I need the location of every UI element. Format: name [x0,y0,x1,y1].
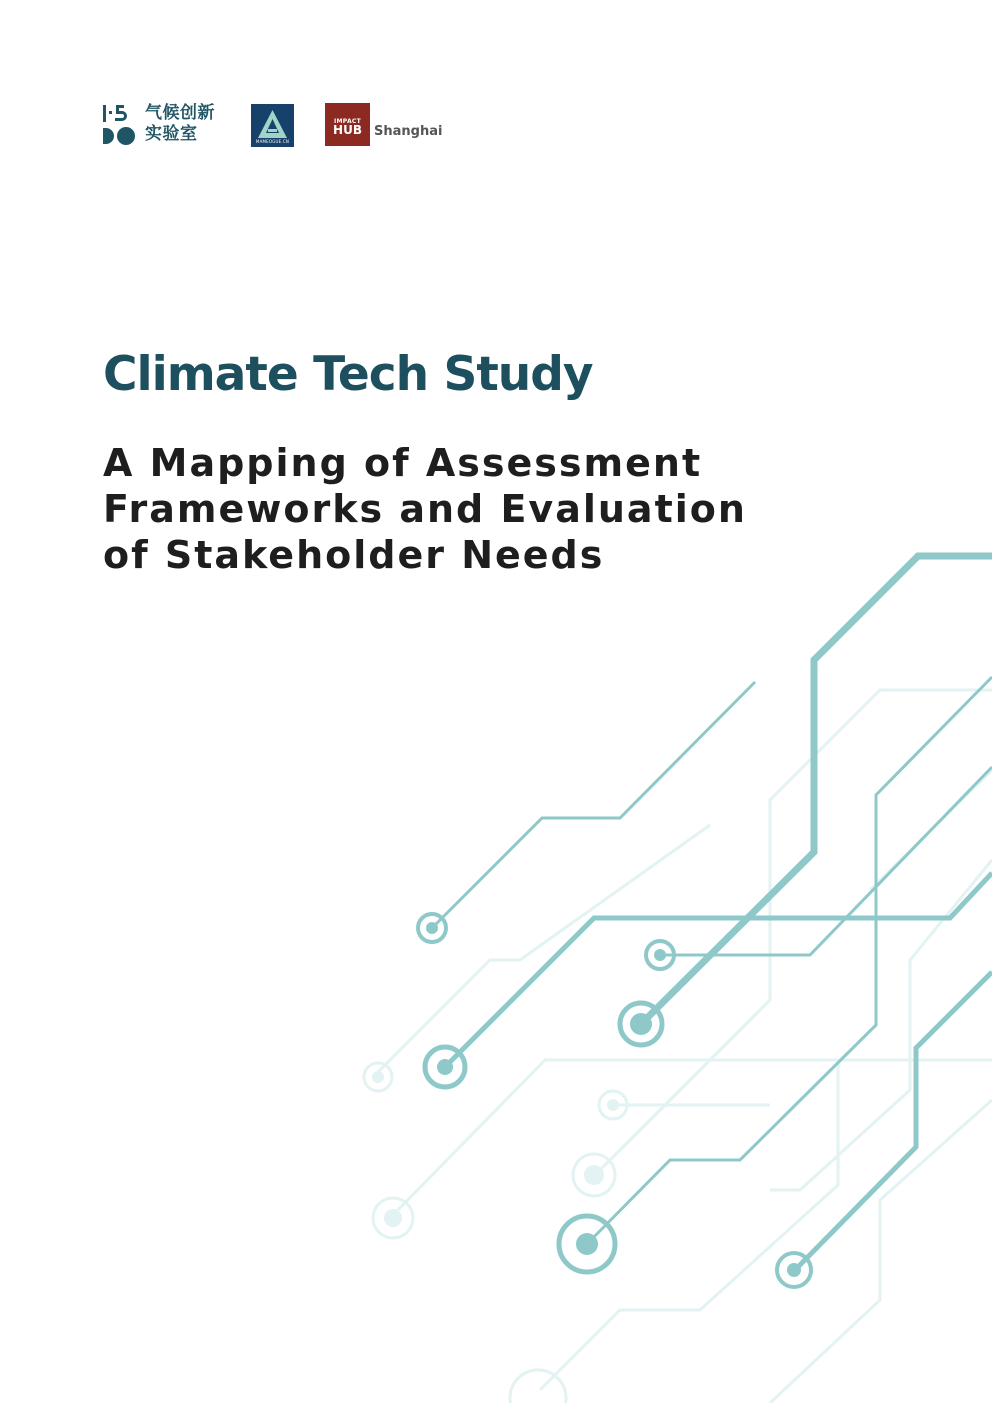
node-1 [418,914,446,942]
node-6 [777,1253,811,1287]
circuit-faint-nodes [364,1063,627,1403]
mame-caption: MAMEOGUE.CN [255,139,290,144]
subtitle-line-1: A Mapping of Assessment [103,441,703,485]
node-4 [425,1047,465,1087]
page-subtitle [103,440,843,578]
hub-small-text: IMPACT [334,118,361,125]
hub-big-text: HUB [333,123,362,137]
subtitle-line-2: Frameworks and Evaluation [103,487,747,531]
circuit-strong-lines [432,556,992,1270]
node-5 [559,1216,615,1272]
lab-name-line1: 气候创新 [145,103,215,123]
lab-name-line2: 实验室 [145,124,198,144]
hub-city: Shanghai [374,124,443,139]
page-title: Climate Tech Study [103,347,593,402]
subtitle-line-3: of Stakeholder Needs [103,533,605,577]
node-3 [620,1003,662,1045]
circuit-faint-dots [372,1071,619,1227]
